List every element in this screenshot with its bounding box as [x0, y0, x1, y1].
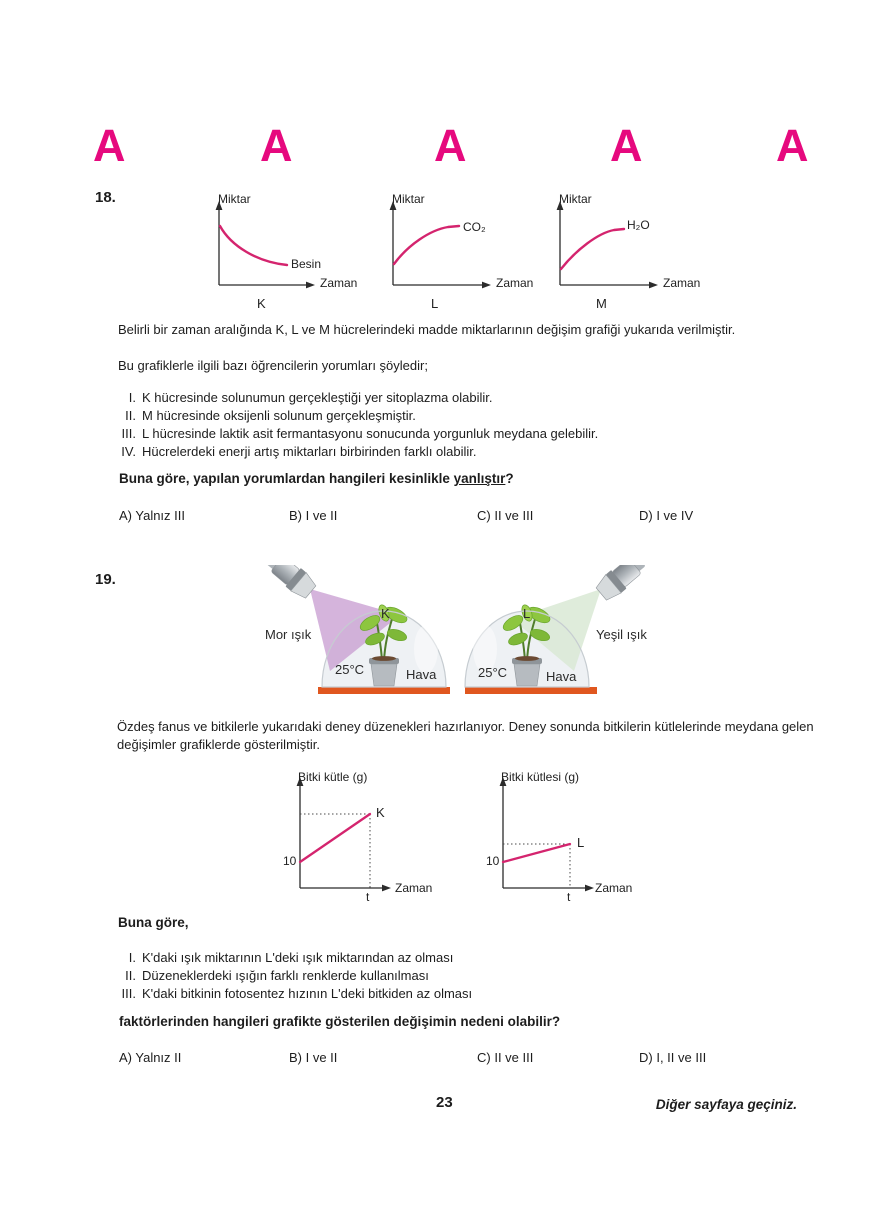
q18-graph-m	[546, 190, 716, 315]
q19-graph-k	[280, 768, 465, 906]
q19-graph-l-plot	[483, 768, 668, 906]
list-item	[108, 985, 472, 1003]
item-text: L hücresinde laktik asit fermantasyonu sonucunda yorgunluk meydana gelebilir.	[142, 426, 599, 441]
axis-label-x: Zaman	[320, 276, 358, 290]
jar-label-k: K	[381, 606, 390, 621]
y-start-value: 10	[283, 854, 297, 868]
air-label-l: Hava	[546, 669, 577, 684]
corner-letter: A	[776, 120, 809, 171]
q18-choice-d: D) I ve IV	[639, 508, 694, 523]
next-page-note: Diğer sayfaya geçiniz.	[655, 1097, 797, 1112]
corner-letter: A	[610, 120, 643, 171]
q19-choice-b: B) I ve II	[289, 1050, 338, 1065]
item-text: K'daki bitkinin fotosentez hızının L'deki bitkiden az olması	[142, 986, 473, 1001]
air-label-k: Hava	[406, 667, 437, 682]
item-text: Düzeneklerdeki ışığın farklı renklerde kullanılması	[142, 968, 429, 983]
temperature-label-k: 25°C	[335, 662, 365, 677]
q19-graph-l	[483, 768, 668, 906]
question-19-number: 19.	[95, 571, 116, 588]
curve-label: H₂O	[627, 218, 650, 232]
q18-question-prefix: Buna göre, yapılan yorumlardan hangileri kesinlikle	[119, 471, 454, 486]
light-label-purple: Mor ışık	[265, 627, 312, 642]
corner-letter: A	[93, 120, 126, 171]
q18-graph-l-plot	[378, 190, 548, 315]
axis-label-y: Bitki kütlesi (g)	[501, 770, 580, 784]
item-text: M hücresinde oksijenli solunum gerçekleşmiştir.	[142, 408, 416, 423]
q18-choice-a: A) Yalnız III	[119, 508, 185, 523]
lamp-purple	[263, 565, 318, 601]
corner-letter: A	[434, 120, 467, 171]
q18-paragraph-2: Bu grafiklerle ilgili bazı öğrencilerin yorumları şöyledir;	[118, 358, 428, 373]
q18-question-underlined: yanlıştır	[453, 471, 506, 486]
q19-lead: Buna göre,	[118, 915, 189, 930]
axis-label-y: Miktar	[218, 192, 251, 206]
item-text: K hücresinde solunumun gerçekleştiği yer sitoplazma olabilir.	[142, 390, 493, 405]
page-number: 23	[436, 1094, 453, 1111]
q19-choice-c: C) II ve III	[477, 1050, 534, 1065]
item-text: Hücrelerdeki enerji artış miktarları birbirinden farklı olabilir.	[142, 444, 477, 459]
q19-choice-d: D) I, II ve III	[639, 1050, 707, 1065]
q18-graph-k-plot	[205, 190, 375, 315]
graph-name: M	[596, 296, 607, 311]
axis-label-x: Zaman	[496, 276, 534, 290]
q18-paragraph-1: Belirli bir zaman aralığında K, L ve M hücrelerindeki madde miktarlarının değişim grafiği yukarıda verilmiştir.	[118, 322, 736, 337]
q18-question	[119, 471, 514, 486]
list-item	[108, 425, 598, 443]
list-item	[108, 389, 598, 407]
axis-label-x: Zaman	[595, 881, 633, 895]
q18-choice-b: B) I ve II	[289, 508, 338, 523]
q18-question-suffix: ?	[505, 471, 514, 486]
item-numeral: IV.	[121, 444, 136, 459]
axis-label-y: Miktar	[559, 192, 592, 206]
item-numeral: III.	[121, 426, 136, 441]
q19-choice-a: A) Yalnız II	[119, 1050, 182, 1065]
list-item	[108, 407, 598, 425]
q18-graph-m-plot	[546, 190, 716, 315]
axis-label-x: Zaman	[395, 881, 433, 895]
q19-question: faktörlerinden hangileri grafikte gösterilen değişimin nedeni olabilir?	[119, 1014, 561, 1029]
q19-experiment-illustration	[260, 565, 660, 710]
bench-left	[318, 687, 450, 694]
item-numeral: II.	[125, 968, 136, 983]
axis-label-x: Zaman	[663, 276, 701, 290]
question-18-number: 18.	[95, 189, 116, 206]
graph-name: L	[431, 296, 439, 311]
lamp-green	[594, 565, 649, 603]
q18-statement-list	[108, 389, 598, 461]
item-text: K'daki ışık miktarının L'deki ışık miktarından az olması	[142, 950, 454, 965]
axis-label-y: Miktar	[392, 192, 425, 206]
light-label-green: Yeşil ışık	[596, 627, 647, 642]
item-numeral: III.	[121, 986, 136, 1001]
curve-label: Besin	[291, 257, 322, 271]
x-end-value: t	[567, 890, 571, 904]
q18-choice-c: C) II ve III	[477, 508, 534, 523]
jar-label-l: L	[523, 606, 531, 621]
q18-graph-l	[378, 190, 548, 315]
point-label: L	[577, 835, 585, 850]
x-end-value: t	[366, 890, 370, 904]
point-label: K	[376, 805, 385, 820]
axis-label-y: Bitki kütle (g)	[298, 770, 368, 784]
q18-graph-k	[205, 190, 375, 315]
item-numeral: II.	[125, 408, 136, 423]
graph-name: K	[257, 296, 266, 311]
list-item	[108, 967, 472, 985]
item-numeral: I.	[128, 390, 136, 405]
q19-intro: Özdeş fanus ve bitkilerle yukarıdaki deney düzenekleri hazırlanıyor. Deney sonunda bitkilerin kütlelerinde meydana gelen değişimler grafiklerde gösterilmiştir.	[117, 719, 814, 752]
corner-letter: A	[260, 120, 293, 171]
item-numeral: I.	[128, 950, 136, 965]
y-start-value: 10	[486, 854, 500, 868]
q19-statement-list	[108, 949, 472, 1003]
curve-label: CO₂	[463, 220, 486, 234]
bench-right	[465, 687, 597, 694]
list-item	[108, 949, 472, 967]
q19-graph-k-plot	[280, 768, 465, 906]
list-item	[108, 443, 598, 461]
temperature-label-l: 25°C	[478, 665, 508, 680]
